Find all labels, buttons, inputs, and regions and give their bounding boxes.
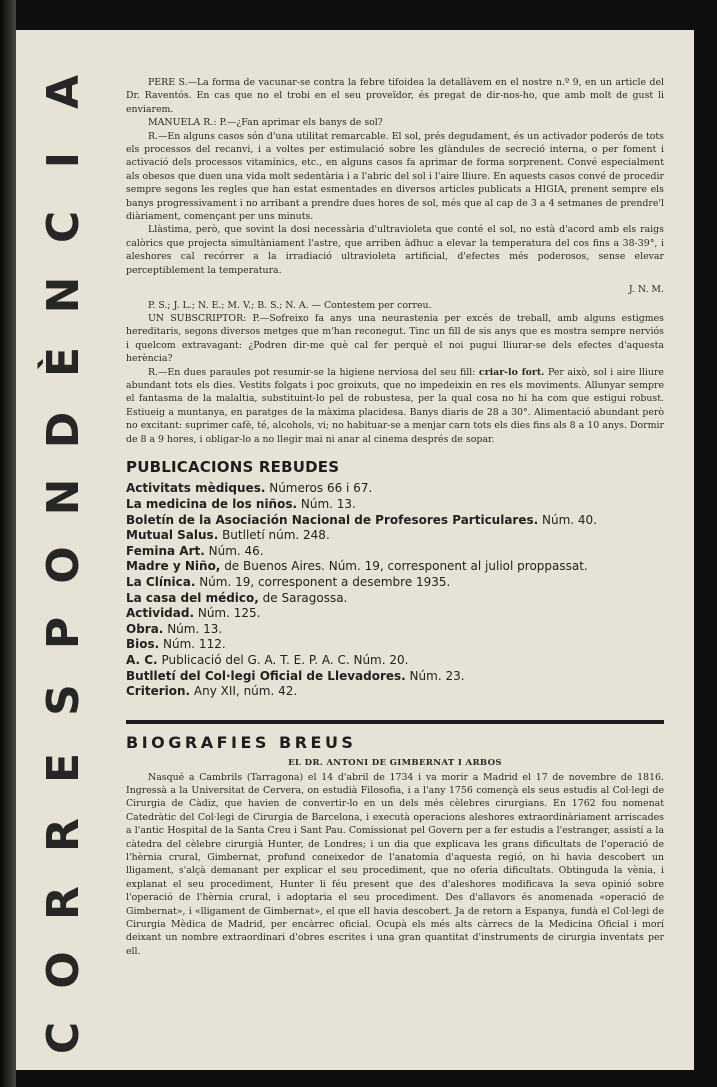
publication-detail: Núm. 125. <box>194 606 261 621</box>
answer-text: Per això, sol i aire lliure abundant tots els dies. Vestits folgats i poc groixuts, que no impedeixin en res els moviments. Allunyar sempre el fantasma de la malaltia, substituint-lo pel de robustesa, per la qual cosa no hi ha com que estigui robust. Estiueig a muntanya, en paratges de la màxima placidesa. Banys diaris de 28 a 30°. Alimentació abundant però no excitant: suprimer cafè, té, alcohols, vi; no habituar-se a menjar carn tots els dies fins als 8 a 10 anys. Dormir de 8 a 9 hores, i obligar-lo a no llegir mai ni anar al cinema després de sopar. <box>126 366 664 445</box>
publication-detail: Butlletí núm. 248. <box>218 528 330 543</box>
publication-item <box>126 606 664 622</box>
side-title-letter: È <box>38 347 89 378</box>
signature: J. N. M. <box>628 284 664 296</box>
side-title-letter: N <box>38 478 89 516</box>
biography-text: Nasqué a Cambrils (Tarragona) el 14 d'abril de 1734 i va morir a Madrid el 17 de novembre de 1816. Ingressà a la Universitat de Cervera, on estudià Filosofia, i a l'any 1756 començà els seus estudis al Col·legi de Cirurgia de Càdiz, que havien de convertir-lo en un dels més cèlebres cirurgians. En 1762 fou nomenat Catedràtic del Col·legi de Cirurgia de Barcelona, i executà operacions aleshores extraordinàriament arriscades a l'antic Hospital de la Santa Creu i Sant Pau. Comissionat pel Govern per a fer estudis a l'estranger, assistí a la càtedra del cèlebre cirurgià Hunter, de Londres; i un dia que explicava les grans dificultats de l'operació de l'hèrnia crural, Gimbernat, profund coneixedor de l'anatomia d'aquesta regió, on hi havia descobert un lligament, s'alçà demanant per explicar el seu procediment, que no oferia dificultats. Obtinguda la vènia, i explanat el seu procediment, Hunter li féu present que des d'aleshores modificava la seva opinió sobre l'operació de l'hèrnia crural, i adoptaria el seu procediment. Des d'allavors és anomenada «operació de Gimbernat», i «lligament de Gimbernat», el que ell havia descobert. Ja de retorn a Espanya, fundà el Col·legi de Cirurgia Mèdica de Madrid, per encàrrec oficial. Ocupà els més alts càrrecs de la Medicina Oficial i morí deixant un nombre extraordinari d'obres escrites i una gran quantitat d'instruments de cirurgia inventats per ell. <box>126 771 664 957</box>
publications-list <box>126 481 664 699</box>
publication-detail: Núm. 23. <box>405 668 465 683</box>
publication-name: Femina Art. <box>126 543 205 558</box>
publication-detail: Publicació del G. A. T. E. P. A. C. Núm. 20. <box>157 652 409 667</box>
publication-name: Boletín de la Asociación Nacional de Profesores Particulares. <box>126 512 539 527</box>
publication-item <box>126 528 664 544</box>
publication-detail: Núm. 13. <box>297 496 356 511</box>
side-title-letter: A <box>38 74 89 110</box>
publication-name: Activitats mèdiques. <box>126 481 266 496</box>
publication-name: Butlletí del Col·legi Oficial de Llevadores. <box>126 668 406 683</box>
publication-item <box>126 591 664 607</box>
publication-name: A. C. <box>126 652 158 667</box>
side-title-letter: O <box>38 546 89 584</box>
correspondence-paragraph: PERE S.—La forma de vacunar-se contra la febre tifoidea la detallàvem en el nostre n.º 9, en un article del Dr. Raventós. En cas que no el trobi en el seu proveïdor, és pregat de dir-nos-ho, que amb molt de gust li enviarem. <box>126 77 664 115</box>
biographies-heading: BIOGRAFIES BREUS <box>126 732 357 752</box>
publication-name: Actividad. <box>126 606 195 621</box>
book-binding <box>0 0 16 1087</box>
publication-name: La medicina de los niños. <box>126 496 298 511</box>
publication-name: Obra. <box>126 621 164 636</box>
biography-subheading: EL DR. ANTONI DE GIMBERNAT I ARBOS <box>288 758 502 769</box>
publication-item <box>126 575 664 591</box>
publications-heading: PUBLICACIONS REBUDES <box>126 457 340 476</box>
publication-detail: Any XII, núm. 42. <box>190 684 298 699</box>
correspondence-initials: P. S.; J. L.; N. E.; M. V.; B. S.; N. A. — Contestem per correu. <box>148 299 432 311</box>
publication-detail: Núm. 40. <box>538 512 598 527</box>
publication-detail: Núm. 19, corresponent a desembre 1935. <box>195 574 451 589</box>
publication-name: La Clínica. <box>126 574 196 589</box>
publication-detail: de Buenos Aires. Núm. 19, corresponent al juliol proppassat. <box>220 559 588 574</box>
publication-item <box>126 497 664 513</box>
answer-text: R.—En dues paraules pot resumir-se la higiene nerviosa del seu fill: <box>148 366 479 378</box>
publication-name: Bios. <box>126 637 160 652</box>
publication-item <box>126 669 664 685</box>
side-title-letter: S <box>38 684 89 716</box>
publication-detail: Núm. 46. <box>204 543 264 558</box>
publication-item <box>126 481 664 497</box>
correspondence-question: UN SUBSCRIPTOR: P.—Sofreixo fa anys una neurastenia per excés de treball, amb alguns estigmes hereditaris, segons diversos metges que m'han reconegut. Tinc un fill de sis anys que es mostra sempre nerviós i quelcom extravagant: ¿Podren dir-me què cal fer perquè el noi pugui lliurar-se dels efectes d'aquesta herència? <box>126 312 664 365</box>
publication-detail: Núm. 112. <box>159 637 226 652</box>
publication-item <box>126 637 664 653</box>
side-title-letter: R <box>38 818 89 853</box>
publication-item <box>126 559 664 575</box>
correspondence-answer <box>126 366 664 446</box>
side-title-letter: C <box>38 210 89 244</box>
publication-item <box>126 622 664 638</box>
publication-name: Mutual Salus. <box>126 528 219 543</box>
correspondence-answer: R.—En alguns casos són d'una utilitat remarcable. El sol, prés degudament, és un activador poderós de tots els processos del recanvi, i a voltes per estimulació sobre les glàndules de secreció interna, o per foment i activació dels processos vitamínics, etc., en alguns casos fa aprimar de forma sorprenent. Convé especialment als obesos que duen una vida molt sedentària i a l'abric del sol i l'aire lliure. En aquests casos convé de procedir sempre segons les regles que han estat esmentades en diversos articles publicats a HIGIA, prenent sempre els banys progressivament i no arribant a prendre dues hores de sol, més que al cap de 3 a 4 setmanes de prendre'l diàriament, començant per uns minuts. <box>126 130 664 223</box>
section-divider <box>126 720 664 724</box>
publication-item <box>126 544 664 560</box>
side-title-letter: R <box>38 885 89 920</box>
publication-item <box>126 653 664 669</box>
side-title-correspondencia <box>16 70 112 1060</box>
publication-detail: Números 66 i 67. <box>265 481 373 496</box>
correspondence-paragraph: Llàstima, però, que sovint la dosi necessària d'ultravioleta que conté el sol, no està d'acord amb els raigs calòrics que projecta simultàniament l'astre, que arriben àdhuc a elevar la temperatura del cos fins a 38-39°, i aleshores cal recórrer a la irradiació ultravioleta artificial, d'efectes més poderosos, sense elevar perceptiblement la temperatura. <box>126 224 664 276</box>
correspondence-section <box>126 76 664 446</box>
side-title-letter: C <box>38 1021 89 1055</box>
publication-name: La casa del médico, <box>126 590 259 605</box>
side-title-letter: N <box>38 276 89 314</box>
side-title-letter: I <box>38 151 89 168</box>
side-title-letter: E <box>38 752 89 783</box>
publication-item <box>126 513 664 529</box>
side-title-letter: O <box>38 951 89 990</box>
publication-name: Madre y Niño, <box>126 559 221 574</box>
publication-detail: de Saragossa. <box>258 590 348 605</box>
answer-emphasis: criar-lo fort. <box>478 366 545 378</box>
magazine-page <box>16 30 694 1070</box>
page-content <box>126 76 664 958</box>
publication-name: Criterion. <box>126 684 191 699</box>
side-title-letter: D <box>38 411 89 449</box>
publication-detail: Núm. 13. <box>163 621 223 636</box>
publication-item <box>126 684 664 700</box>
side-title-letter: P <box>38 616 89 649</box>
correspondence-question: MANUELA R.: P.—¿Fan aprimar els banys de sol? <box>148 117 383 129</box>
